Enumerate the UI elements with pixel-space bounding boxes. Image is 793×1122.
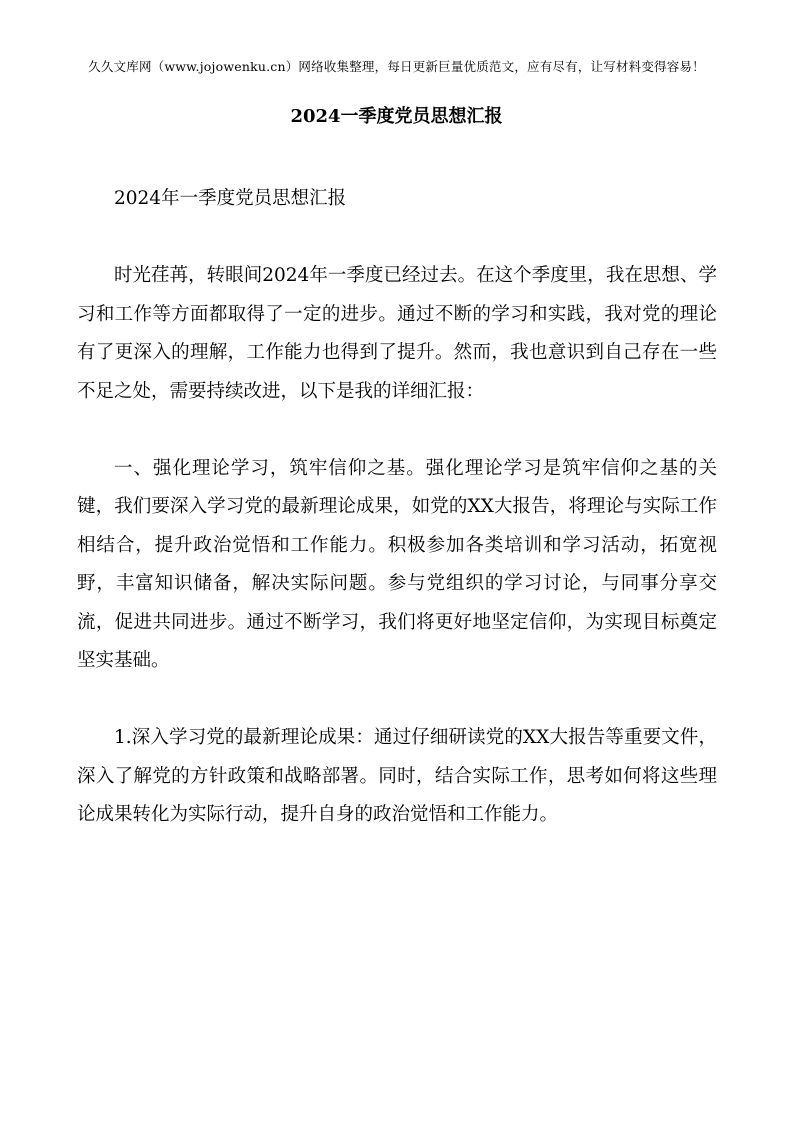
document-body: [77, 180, 717, 835]
paragraph-spacer: [77, 219, 717, 258]
document-subtitle: 2024年一季度党员思想汇报: [114, 188, 347, 209]
paragraph-spacer: [77, 681, 717, 720]
document-title: 2024一季度党员思想汇报: [290, 106, 503, 127]
paragraph-spacer: [77, 411, 717, 450]
paragraph-item-one: 1.深入学习党的最新理论成果：通过仔细研读党的XX大报告等重要文件，深入了解党的方针政策和战略部署。同时，结合实际工作，思考如何将这些理论成果转化为实际行动，提升自身的政治觉悟和工作能力。: [77, 727, 717, 825]
paragraph-intro: 时光荏苒，转眼间2024年一季度已经过去。在这个季度里，我在思想、学习和工作等方面都取得了一定的进步。通过不断的学习和实践，我对党的理论有了更深入的理解，工作能力也得到了提升。然而，我也意识到自己存在一些不足之处，需要持续改进，以下是我的详细汇报：: [77, 265, 717, 402]
paragraph-section-one: 一、强化理论学习，筑牢信仰之基。强化理论学习是筑牢信仰之基的关键，我们要深入学习党的最新理论成果，如党的XX大报告，将理论与实际工作相结合，提升政治觉悟和工作能力。积极参加各类培训和学习活动，拓宽视野，丰富知识储备，解决实际问题。参与党组织的学习讨论，与同事分享交流，促进共同进步。通过不断学习，我们将更好地坚定信仰，为实现目标奠定坚实基础。: [77, 457, 717, 671]
header-note: 久久文库网（www.jojowenku.cn）网络收集整理，每日更新巨量优质范文，应有尽有，让写材料变得容易！: [88, 59, 705, 74]
